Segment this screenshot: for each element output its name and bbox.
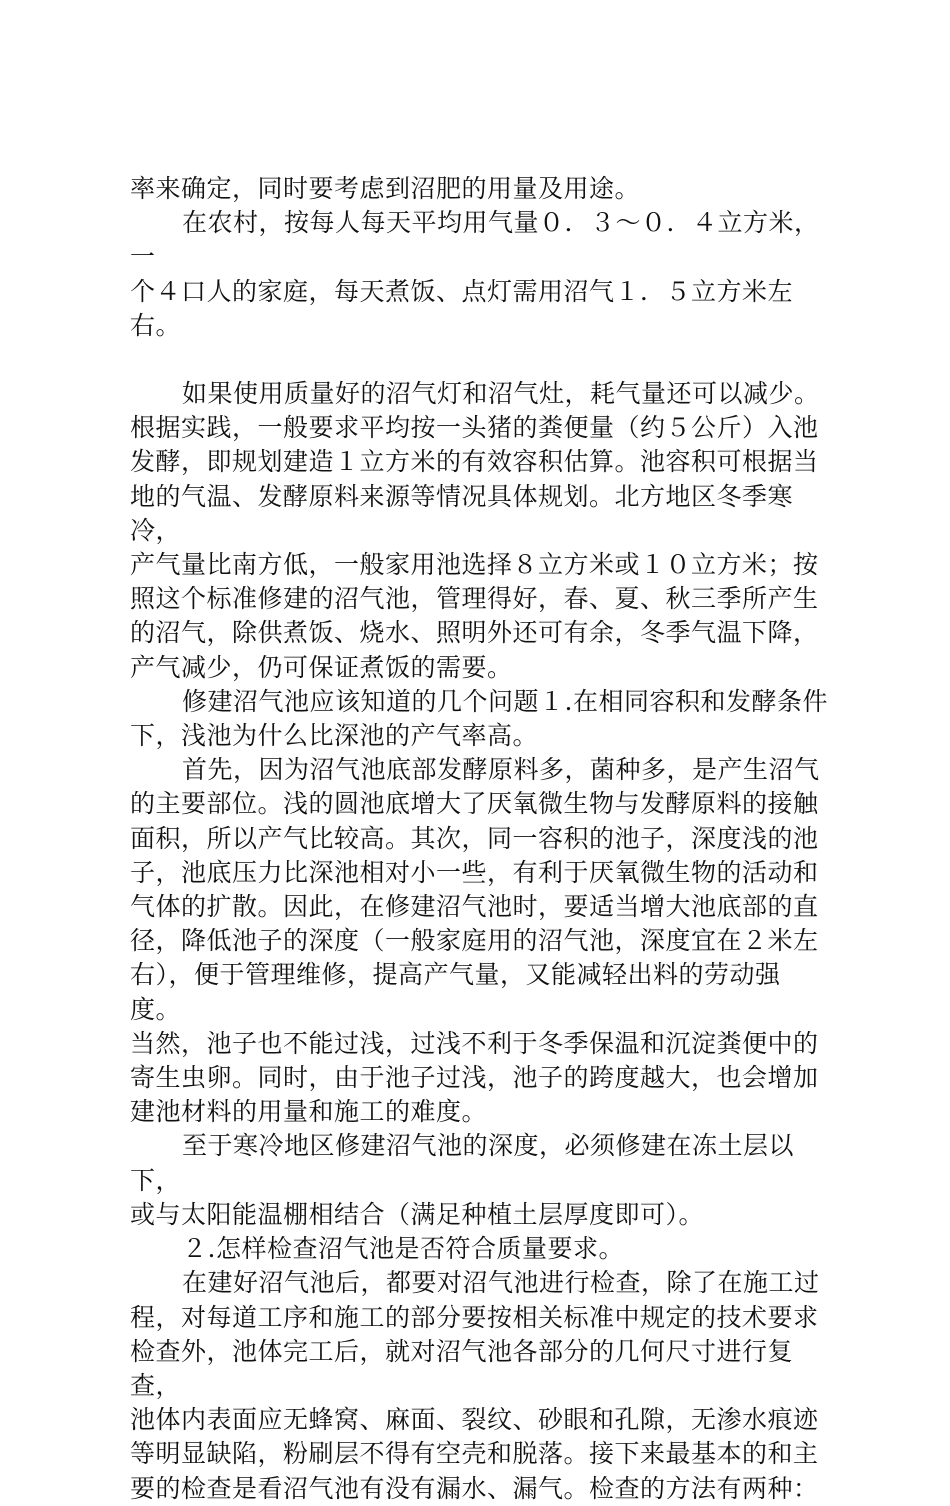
paragraph-cold-region: 至于寒冷地区修建沼气池的深度，必须修建在冻土层以下， 或与太阳能温棚相结合（满足种植土层厚度即可）。 (130, 1131, 795, 1229)
paragraph-question-1: 修建沼气池应该知道的几个问题１.在相同容积和发酵条件 下，浅池为什么比深池的产气率高。 (130, 686, 828, 751)
paragraph-continuation: 率来确定，同时要考虑到沼肥的用量及用途。 (130, 174, 641, 203)
paragraph-question-2: ２.怎样检查沼气池是否符合质量要求。 (182, 1234, 624, 1264)
body-text (130, 172, 830, 1506)
paragraph-shallow-pool: 首先，因为沼气池底部发酵原料多，菌种多，是产生沼气 的主要部位。浅的圆池底增大了厌氧微生物与发酵原料的接触 面积，所以产气比较高。其次，同一容积的池子，深度浅的池 子，池底压力比深池相对小一些，有利于厌氧微生物的活动和 气体的扩散。因此，在修建沼气池时，要适当增大池底部的直 径，降低池子的深度（一般家庭用的沼气池，深度宜在２米左 右），便于管理维修，提高产气量，又能减轻出料的劳动强度。 当然，池子也不能过浅，过浅不利于冬季保温和沉淀粪便中的 寄生虫卵。同时，由于池子过浅，池子的跨度越大，也会增加 建池材料的用量和施工的难度。 (130, 755, 820, 1127)
paragraph-pool-volume: 如果使用质量好的沼气灯和沼气灶，耗气量还可以减少。 根据实践，一般要求平均按一头猪的粪便量（约５公斤）入池 发酵，即规划建造１立方米的有效容积估算。池容积可根据当 地的气温、发酵原料来源等情况具体规划。北方地区冬季寒冷， 产气量比南方低，一般家用池选择８立方米或１０立方米；按 照这个标准修建的沼气池，管理得好，春、夏、秋三季所产生 的沼气，除供煮饭、烧水、照明外还可有余，冬季气温下降， 产气减少，仍可保证煮饭的需要。 (130, 379, 820, 682)
paragraph-quality-check: 在建好沼气池后，都要对沼气池进行检查，除了在施工过 程，对每道工序和施工的部分要按相关标准中规定的技术要求 检查外，池体完工后，就对沼气池各部分的几何尺寸进行复查， 池体内表面应无蜂窝、麻面、裂纹、砂眼和孔隙，无渗水痕迹 等明显缺陷，粉刷层不得有空壳和脱落。接下来最基本的和主 要的检查是看沼气池有没有漏水、漏气。检查的方法有两种： (130, 1268, 820, 1503)
paragraph-gas-usage: 在农村，按每人每天平均用气量０．３～０．４立方米，一 个４口人的家庭，每天煮饭、点灯需用沼气１．５立方米左右。 (130, 208, 820, 340)
